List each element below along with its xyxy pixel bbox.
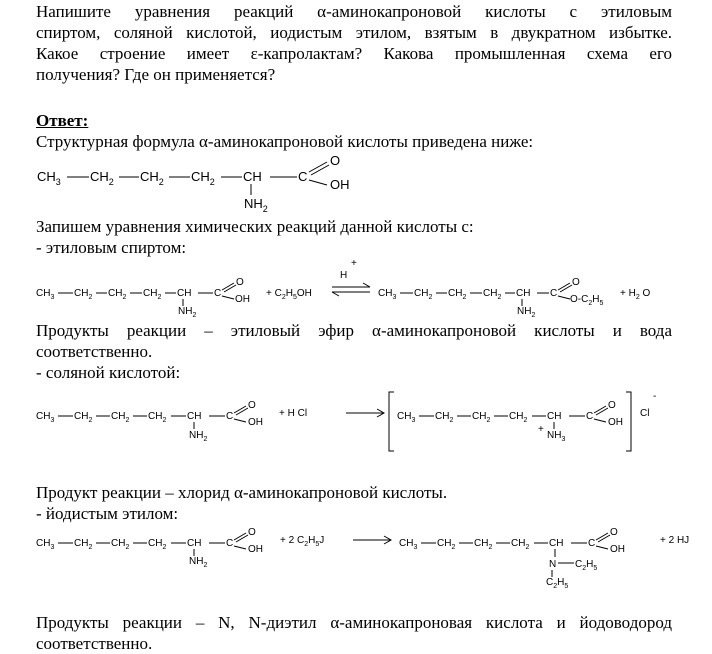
svg-text:O: O xyxy=(610,527,618,538)
svg-text:+: + xyxy=(351,258,357,269)
svg-text:CH2: $CH_2$ xyxy=(472,411,491,424)
svg-text:CH2: $CH_2$ xyxy=(435,411,454,424)
svg-text:NH2: $NH_2$ xyxy=(178,306,197,319)
reaction-hcl xyxy=(36,391,656,451)
reaction-ethyl-iodide xyxy=(36,527,689,590)
svg-text:CH: CH xyxy=(177,288,192,299)
svg-text:C: C xyxy=(550,288,558,299)
svg-text:C: C xyxy=(588,538,596,549)
question-line-2: спиртом, соляной кислотой, иодистым этилом, взятым в двукратном избытке. xyxy=(36,23,672,42)
svg-text:H: H xyxy=(340,270,348,281)
svg-text:CH: CH xyxy=(187,411,202,422)
svg-text:+ C2H5OH: + $C_2H_5OH$ xyxy=(266,288,312,301)
svg-text:CH2: $CH_2$ xyxy=(74,411,93,424)
svg-text:CH3: $CH_3$ xyxy=(36,288,55,301)
svg-text:C: C xyxy=(298,169,308,184)
equations-intro: Запишем уравнения химических реакций данной кислоты с: xyxy=(36,217,474,236)
svg-text:CH2: $CH_2$ xyxy=(448,288,467,301)
svg-text:+ 2 HJ: + 2 HJ xyxy=(660,535,690,546)
svg-text:CH: CH xyxy=(187,538,202,549)
svg-text:CH: CH xyxy=(549,538,564,549)
svg-text:CH2: $CH_2$ xyxy=(437,538,456,551)
svg-text:NH2: $NH_2$ xyxy=(244,196,268,214)
svg-text:CH2: $CH_2$ xyxy=(148,538,167,551)
svg-text:O: O xyxy=(572,277,580,288)
svg-text:CH2: $CH_2$ xyxy=(74,538,93,551)
svg-text:OH: OH xyxy=(235,294,250,305)
svg-text:NH2: $NH_2$ xyxy=(189,430,208,443)
svg-text:C2H5: $C_2H_5$ xyxy=(575,559,598,572)
ethanol-result-line-2: соответственно. xyxy=(36,342,153,361)
svg-text:CH2: $CH_2$ xyxy=(90,169,114,187)
svg-text:CH: CH xyxy=(516,288,531,299)
svg-text:CH2: $CH_2$ xyxy=(191,169,215,187)
svg-text:CH2: $CH_2$ xyxy=(140,169,164,187)
hcl-heading: - соляной кислотой: xyxy=(36,363,181,382)
svg-text:O: O xyxy=(330,153,341,168)
svg-text:OH: OH xyxy=(248,544,263,555)
question-line-3: Какое строение имеет ε-капролактам? Какова промышленная схема его xyxy=(36,44,672,63)
svg-text:CH3: $CH_3$ xyxy=(397,411,416,424)
svg-text:CH2: $CH_2$ xyxy=(474,538,493,551)
answer-heading: Ответ: xyxy=(36,111,89,130)
ethanol-heading: - этиловым спиртом: xyxy=(36,238,187,257)
svg-text:NH2: $NH_2$ xyxy=(189,556,208,569)
svg-text:N: N xyxy=(549,559,557,570)
svg-text:-: - xyxy=(653,391,657,402)
svg-text:CH2: $CH_2$ xyxy=(483,288,502,301)
svg-text:C: C xyxy=(586,411,594,422)
svg-text:Cl: Cl xyxy=(640,408,650,419)
svg-text:C: C xyxy=(226,538,234,549)
svg-text:CH2: $CH_2$ xyxy=(111,411,130,424)
svg-text:OH: OH xyxy=(248,417,263,428)
ethanol-result-line-1: Продукты реакции – этиловый эфир α-аминокапроновой кислоты и вода xyxy=(36,321,672,340)
acid-structural-formula xyxy=(37,153,350,214)
svg-text:CH3: $CH_3$ xyxy=(37,169,61,187)
svg-text:C2H5: $C_2H_5$ xyxy=(546,577,569,590)
question-line-1: Напишите уравнения реакций α-аминокапроновой кислоты с этиловым xyxy=(36,2,672,21)
svg-text:NH3: $NH_3$ xyxy=(547,430,566,443)
ethyl-iodide-result-line-1: Продукты реакции – N, N-диэтил α-аминокапроновая кислота и йодоводород xyxy=(36,613,672,632)
svg-text:CH2: $CH_2$ xyxy=(509,411,528,424)
svg-text:CH3: $CH_3$ xyxy=(36,538,55,551)
svg-text:OH: OH xyxy=(330,177,350,192)
svg-text:CH2: $CH_2$ xyxy=(111,538,130,551)
svg-text:CH2: $CH_2$ xyxy=(108,288,127,301)
svg-text:+ 2 C2H5J: + 2 $C_2H_5J$ xyxy=(280,535,325,548)
svg-text:OH: OH xyxy=(610,544,625,555)
question-line-4: получения? Где он применяется? xyxy=(36,65,276,84)
svg-text:CH2: $CH_2$ xyxy=(148,411,167,424)
ethyl-iodide-result-line-2: соответственно. xyxy=(36,634,153,653)
svg-text:CH3: $CH_3$ xyxy=(399,538,418,551)
hcl-result: Продукт реакции – хлорид α-аминокапроновой кислоты. xyxy=(36,483,448,502)
svg-text:C: C xyxy=(214,288,222,299)
svg-text:+ H2 O: + $H_2$ O xyxy=(620,288,651,301)
svg-text:CH3: $CH_3$ xyxy=(36,411,55,424)
svg-text:C: C xyxy=(226,411,234,422)
structure-intro: Структурная формула α-аминокапроновой кислоты приведена ниже: xyxy=(36,132,534,151)
svg-text:CH2: $CH_2$ xyxy=(414,288,433,301)
svg-text:CH: CH xyxy=(547,411,562,422)
svg-text:O: O xyxy=(248,400,256,411)
svg-text:CH2: $CH_2$ xyxy=(74,288,93,301)
svg-text:O-C2H5: $O-C_2H_5$ xyxy=(570,294,604,307)
svg-text:OH: OH xyxy=(608,417,623,428)
svg-text:CH2: $CH_2$ xyxy=(143,288,162,301)
svg-text:CH3: $CH_3$ xyxy=(378,288,397,301)
svg-text:+: + xyxy=(538,424,544,435)
svg-text:O: O xyxy=(236,277,244,288)
svg-text:O: O xyxy=(248,527,256,538)
ethyl-iodide-heading: - йодистым этилом: xyxy=(36,504,179,523)
svg-text:+ H Cl: + H Cl xyxy=(279,408,308,419)
svg-text:NH2: $NH_2$ xyxy=(517,306,536,319)
svg-text:CH: CH xyxy=(243,169,262,184)
reaction-ethanol xyxy=(36,258,651,319)
svg-text:CH2: $CH_2$ xyxy=(511,538,530,551)
svg-text:O: O xyxy=(608,400,616,411)
